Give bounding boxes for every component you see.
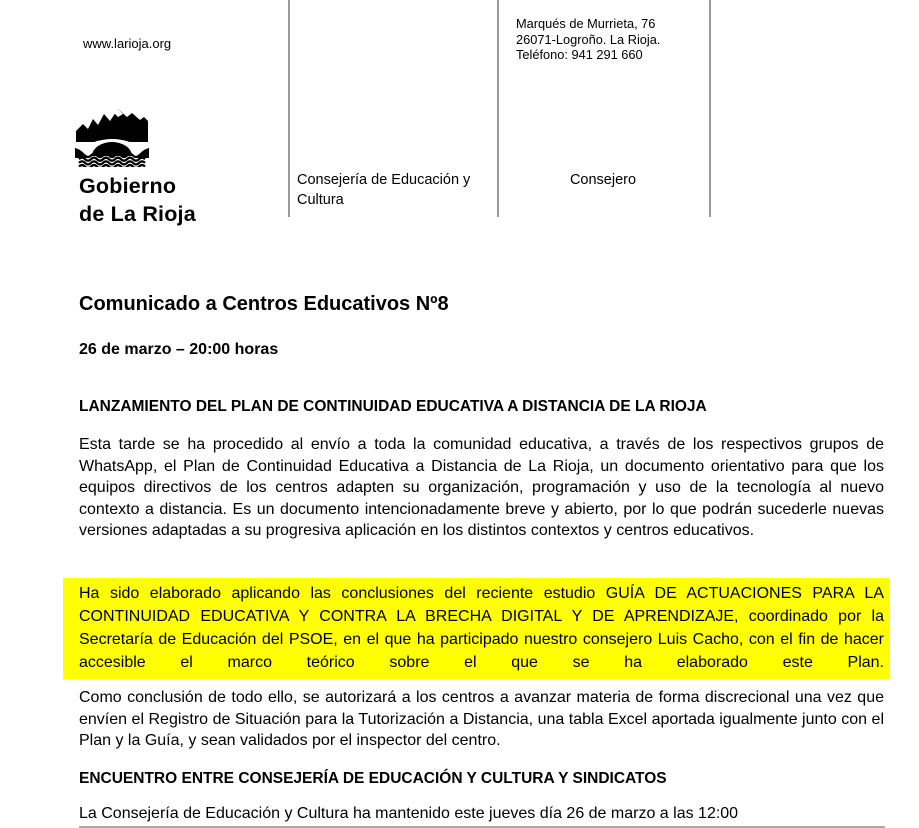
section1-paragraph1: Esta tarde se ha procedido al envío a toda la comunidad educativa, a través de los respectivos grupos de WhatsApp, el Plan de Continuidad Educativa a Distancia de La Rioja, un documento orientativo para que los equipos directivos de los centros adapten su organización, programación y uso de la tecnología al nuevo contexto a distancia. Es un documento intencionadamente breve y abierto, por lo que podrán sucederle nuevas versiones adaptadas a su progresiva aplicación en los distintos contextos y centros educativos. [79,436,884,539]
address-city: 26071-Logroño. La Rioja. [516,31,661,47]
section1-heading: LANZAMIENTO DEL PLAN DE CONTINUIDAD EDUCATIVA A DISTANCIA DE LA RIOJA [79,398,707,415]
section2-paragraph1-partial: La Consejería de Educación y Cultura ha mantenido este jueves día 26 de marzo a las 12:00 [79,805,739,822]
website-url: www.larioja.org [83,36,172,51]
org-name [79,172,196,228]
section1-paragraph2: Como conclusión de todo ello, se autorizará a los centros a avanzar materia de forma discrecional una vez que envíen el Registro de Situación para la Tutorización a Distancia, una tabla Excel aportada igualmente junto con el Plan y la Guía, y sean validados por el inspector del centro. [79,689,884,749]
document-datetime: 26 de marzo – 20:00 horas [79,341,279,358]
section2-heading: ENCUENTRO ENTRE CONSEJERÍA DE EDUCACIÓN Y CULTURA Y SINDICATOS [79,770,667,787]
address-block [516,16,706,63]
org-name-line2: de La Rioja [79,202,196,226]
org-name-line1: Gobierno [79,174,177,198]
signer-role: Consejero [569,172,637,188]
address-street: Marqués de Murrieta, 76 [516,16,656,31]
address-phone: Teléfono: 941 291 660 [516,47,643,62]
highlighted-paragraph-text: Ha sido elaborado aplicando las conclusiones del reciente estudio GUÍA DE ACTUACIONES PARA LA CONTINUIDAD EDUCATIVA Y CONTRA LA BRECHA DIGITAL Y DE APRENDIZAJE, coordinado por la Secretaría de Educación del PSOE, en el que ha participado nuestro consejero Luis Cacho, con el fin de hacer accesible el marco teórico sobre el que se ha elaborado este Plan. [79,585,884,671]
highlighted-paragraph-block [63,578,890,679]
department-name: Consejería de Educación y Cultura [297,172,471,208]
gobierno-la-rioja-logo-icon [75,106,149,167]
document-title: Comunicado a Centros Educativos Nº8 [79,293,449,315]
header-divider-3 [709,0,711,217]
header-divider-1 [288,0,290,217]
